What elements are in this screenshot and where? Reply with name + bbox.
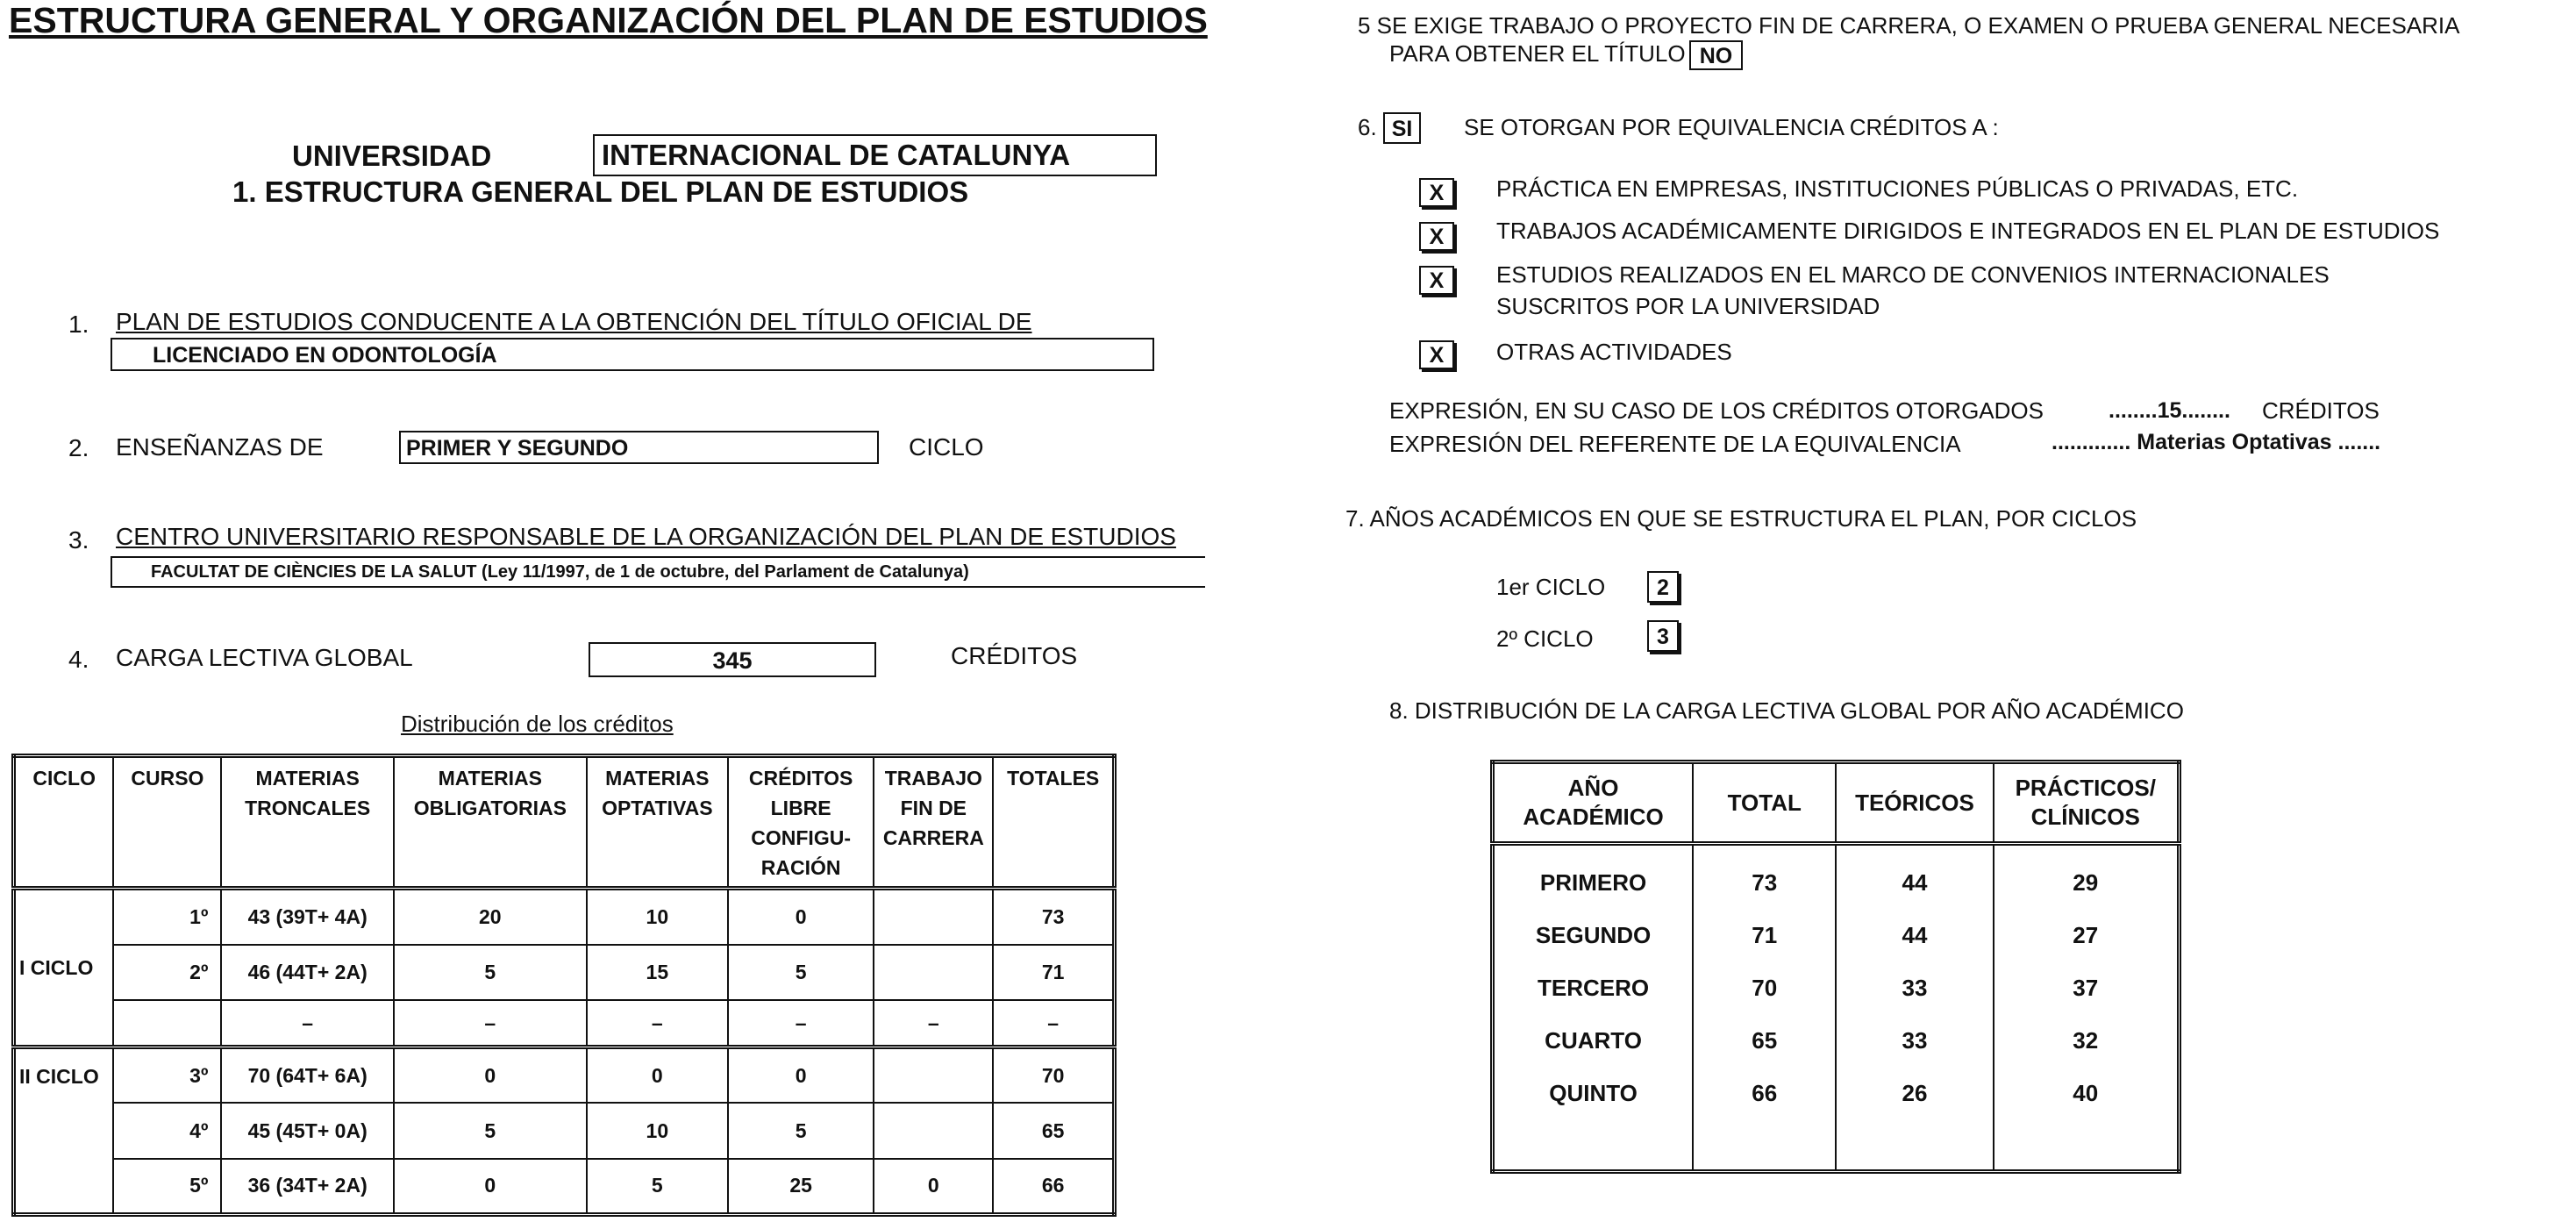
teoricos-cell: 44 — [1902, 922, 1928, 948]
item4-value: 345 — [712, 647, 753, 674]
curso-cell: 1º — [113, 889, 221, 945]
teoricos-cell: 33 — [1902, 975, 1928, 1001]
option1-label: PRÁCTICA EN EMPRESAS, INSTITUCIONES PÚBLICAS O PRIVADAS, ETC. — [1496, 175, 2299, 202]
anio-cell: CUARTO — [1545, 1027, 1642, 1054]
header-trabajo-fin-carrera: TRABAJO FIN DE CARRERA — [874, 756, 993, 889]
item1-box — [111, 338, 1154, 371]
item5-line1: 5 SE EXIGE TRABAJO O PROYECTO FIN DE CARRERA, O EXAMEN O PRUEBA GENERAL NECESARIA — [1358, 12, 2460, 39]
item6-box — [1383, 112, 1421, 144]
ciclo1-cell: I CICLO — [14, 889, 114, 1047]
troncales-cell: 45 (45T+ 0A) — [221, 1103, 394, 1159]
libre-cell: 5 — [728, 945, 874, 1001]
header-troncales: MATERIAS TRONCALES — [221, 756, 394, 889]
header-curso: CURSO — [113, 756, 221, 889]
totales-cell: 70 — [993, 1047, 1114, 1104]
trabajo-cell — [874, 1047, 993, 1104]
optativas-cell: – — [587, 1000, 728, 1047]
item2-value: PRIMER Y SEGUNDO — [406, 436, 629, 461]
header-total: TOTAL — [1693, 762, 1836, 844]
curso-cell — [113, 1000, 221, 1047]
item2-label: ENSEÑANZAS DE — [116, 433, 324, 461]
troncales-cell: 36 (34T+ 2A) — [221, 1159, 394, 1215]
optativas-cell: 5 — [587, 1159, 728, 1215]
item2-box — [399, 431, 879, 464]
item5-value: NO — [1699, 44, 1733, 68]
anio-cell: PRIMERO — [1539, 869, 1647, 896]
optativas-cell: 15 — [587, 945, 728, 1001]
item7-text: 7. AÑOS ACADÉMICOS EN QUE SE ESTRUCTURA EL PLAN, POR CICLOS — [1345, 505, 2137, 532]
option2-label: TRABAJOS ACADÉMICAMENTE DIRIGIDOS E INTEGRADOS EN EL PLAN DE ESTUDIOS — [1496, 218, 2440, 244]
table-row — [14, 945, 1115, 1001]
totales-cell: 66 — [993, 1159, 1114, 1215]
practicos-column — [1994, 844, 2180, 1172]
item3-text: CENTRO UNIVERSITARIO RESPONSABLE DE LA ORGANIZACIÓN DEL PLAN DE ESTUDIOS — [116, 523, 1176, 550]
distribution-caption: Distribución de los créditos — [401, 711, 674, 737]
university-box — [593, 134, 1157, 176]
obligatorias-cell: 5 — [394, 945, 587, 1001]
practicos-cell: 27 — [2073, 922, 2099, 948]
item1-text: PLAN DE ESTUDIOS CONDUCENTE A LA OBTENCIÓN DEL TÍTULO OFICIAL DE — [116, 308, 1032, 335]
troncales-cell: – — [221, 1000, 394, 1047]
teoricos-column — [1836, 844, 1993, 1172]
header-obligatorias: MATERIAS OBLIGATORIAS — [394, 756, 587, 889]
ciclo2-years-label: 2º CICLO — [1496, 625, 1594, 652]
curso-cell: 5º — [113, 1159, 221, 1215]
option4-label: OTRAS ACTIVIDADES — [1496, 339, 1732, 365]
option2-checkbox[interactable]: X — [1419, 222, 1454, 251]
item5-box — [1689, 40, 1743, 70]
expr2-label: EXPRESIÓN DEL REFERENTE DE LA EQUIVALENCIA — [1389, 431, 1961, 457]
ciclo2-years-box — [1647, 620, 1679, 652]
anio-cell: SEGUNDO — [1535, 922, 1652, 948]
trabajo-cell: 0 — [874, 1159, 993, 1215]
expr2-value: ............. Materias Optativas ....... — [2052, 430, 2381, 454]
optativas-cell: 10 — [587, 889, 728, 945]
table-body — [1493, 844, 2180, 1172]
table-row — [14, 1047, 1115, 1104]
section-title: 1. ESTRUCTURA GENERAL DEL PLAN DE ESTUDIOS — [232, 175, 969, 208]
option3-checkbox[interactable]: X — [1419, 266, 1454, 295]
teoricos-cell: 33 — [1902, 1027, 1928, 1054]
anio-cell: TERCERO — [1537, 975, 1650, 1001]
header-teoricos: TEÓRICOS — [1836, 762, 1993, 844]
university-value: INTERNACIONAL DE CATALUNYA — [602, 139, 1071, 171]
credits-distribution-table — [11, 754, 1117, 1217]
header-ciclo: CICLO — [14, 756, 114, 889]
libre-cell: – — [728, 1000, 874, 1047]
practicos-cell: 32 — [2073, 1027, 2099, 1054]
table-row — [14, 889, 1115, 945]
item5-line2: PARA OBTENER EL TÍTULO — [1389, 40, 1686, 67]
teoricos-cell: 44 — [1902, 869, 1928, 896]
obligatorias-cell: – — [394, 1000, 587, 1047]
total-cell: 71 — [1752, 922, 1778, 948]
table-row — [14, 1103, 1115, 1159]
item4-box — [589, 642, 876, 677]
optativas-cell: 0 — [587, 1047, 728, 1104]
totales-cell: 65 — [993, 1103, 1114, 1159]
troncales-cell: 46 (44T+ 2A) — [221, 945, 394, 1001]
item4-label: CARGA LECTIVA GLOBAL — [116, 644, 413, 671]
item3-number: 3. — [68, 526, 89, 554]
curso-cell: 2º — [113, 945, 221, 1001]
optativas-cell: 10 — [587, 1103, 728, 1159]
table-header-row — [14, 756, 1115, 889]
anio-column — [1493, 844, 1694, 1172]
item6-text: SE OTORGAN POR EQUIVALENCIA CRÉDITOS A : — [1464, 114, 1999, 140]
teoricos-cell: 26 — [1902, 1080, 1928, 1106]
item1-value: LICENCIADO EN ODONTOLOGÍA — [153, 343, 497, 368]
libre-cell: 5 — [728, 1103, 874, 1159]
item3-box — [111, 556, 1205, 588]
libre-cell: 25 — [728, 1159, 874, 1215]
total-column — [1693, 844, 1836, 1172]
total-cell: 73 — [1752, 869, 1778, 896]
anio-cell: QUINTO — [1549, 1080, 1638, 1106]
totales-cell: – — [993, 1000, 1114, 1047]
header-libre-configuracion: CRÉDITOS LIBRE CONFIGU- RACIÓN — [728, 756, 874, 889]
item6-number: 6. — [1358, 114, 1377, 140]
practicos-cell: 40 — [2073, 1080, 2099, 1106]
practicos-cell: 37 — [2073, 975, 2099, 1001]
academic-year-table — [1490, 760, 2181, 1174]
header-anio: AÑO ACADÉMICO — [1493, 762, 1694, 844]
university-label: UNIVERSIDAD — [292, 139, 492, 172]
troncales-cell: 43 (39T+ 4A) — [221, 889, 394, 945]
ciclo1-years-label: 1er CICLO — [1496, 574, 1606, 600]
header-optativas: MATERIAS OPTATIVAS — [587, 756, 728, 889]
option1-checkbox[interactable]: X — [1419, 178, 1454, 207]
ciclo1-years-box — [1647, 571, 1679, 603]
trabajo-cell — [874, 945, 993, 1001]
curso-cell: 3º — [113, 1047, 221, 1104]
trabajo-cell — [874, 889, 993, 945]
header-practicos: PRÁCTICOS/ CLÍNICOS — [1994, 762, 2180, 844]
item4-number: 4. — [68, 646, 89, 673]
total-cell: 70 — [1752, 975, 1778, 1001]
trabajo-cell: – — [874, 1000, 993, 1047]
total-cell: 66 — [1752, 1080, 1778, 1106]
totales-cell: 71 — [993, 945, 1114, 1001]
ciclo2-years-value: 3 — [1657, 625, 1669, 649]
libre-cell: 0 — [728, 889, 874, 945]
item1-number: 1. — [68, 311, 89, 338]
troncales-cell: 70 (64T+ 6A) — [221, 1047, 394, 1104]
expr1-value: ........15........ — [2109, 398, 2230, 423]
obligatorias-cell: 5 — [394, 1103, 587, 1159]
option4-checkbox[interactable]: X — [1419, 340, 1454, 369]
item4-suffix: CRÉDITOS — [951, 642, 1078, 669]
practicos-cell: 29 — [2073, 869, 2099, 896]
ciclo2-cell: II CICLO — [14, 1047, 114, 1215]
totales-cell: 73 — [993, 889, 1114, 945]
table-header-row — [1493, 762, 2180, 844]
option3-label-line2: SUSCRITOS POR LA UNIVERSIDAD — [1496, 293, 1880, 319]
expr1-suffix: CRÉDITOS — [2262, 397, 2380, 424]
table-row — [14, 1000, 1115, 1047]
trabajo-cell — [874, 1103, 993, 1159]
obligatorias-cell: 0 — [394, 1047, 587, 1104]
option3-label: ESTUDIOS REALIZADOS EN EL MARCO DE CONVENIOS INTERNACIONALES — [1496, 261, 2330, 288]
obligatorias-cell: 20 — [394, 889, 587, 945]
document-title: ESTRUCTURA GENERAL Y ORGANIZACIÓN DEL PLAN DE ESTUDIOS — [9, 0, 1208, 40]
ciclo1-years-value: 2 — [1657, 575, 1669, 600]
expr1-label: EXPRESIÓN, EN SU CASO DE LOS CRÉDITOS OTORGADOS — [1389, 397, 2044, 424]
item8-text: 8. DISTRIBUCIÓN DE LA CARGA LECTIVA GLOBAL POR AÑO ACADÉMICO — [1389, 697, 2184, 724]
obligatorias-cell: 0 — [394, 1159, 587, 1215]
item2-suffix: CICLO — [909, 433, 984, 461]
curso-cell: 4º — [113, 1103, 221, 1159]
item2-number: 2. — [68, 434, 89, 461]
libre-cell: 0 — [728, 1047, 874, 1104]
item6-value: SI — [1391, 117, 1413, 141]
item3-value: FACULTAT DE CIÈNCIES DE LA SALUT (Ley 11/1997, de 1 de octubre, del Parlament de Catalunya) — [151, 562, 969, 582]
table-row — [14, 1159, 1115, 1215]
header-totales: TOTALES — [993, 756, 1114, 889]
total-cell: 65 — [1752, 1027, 1778, 1054]
